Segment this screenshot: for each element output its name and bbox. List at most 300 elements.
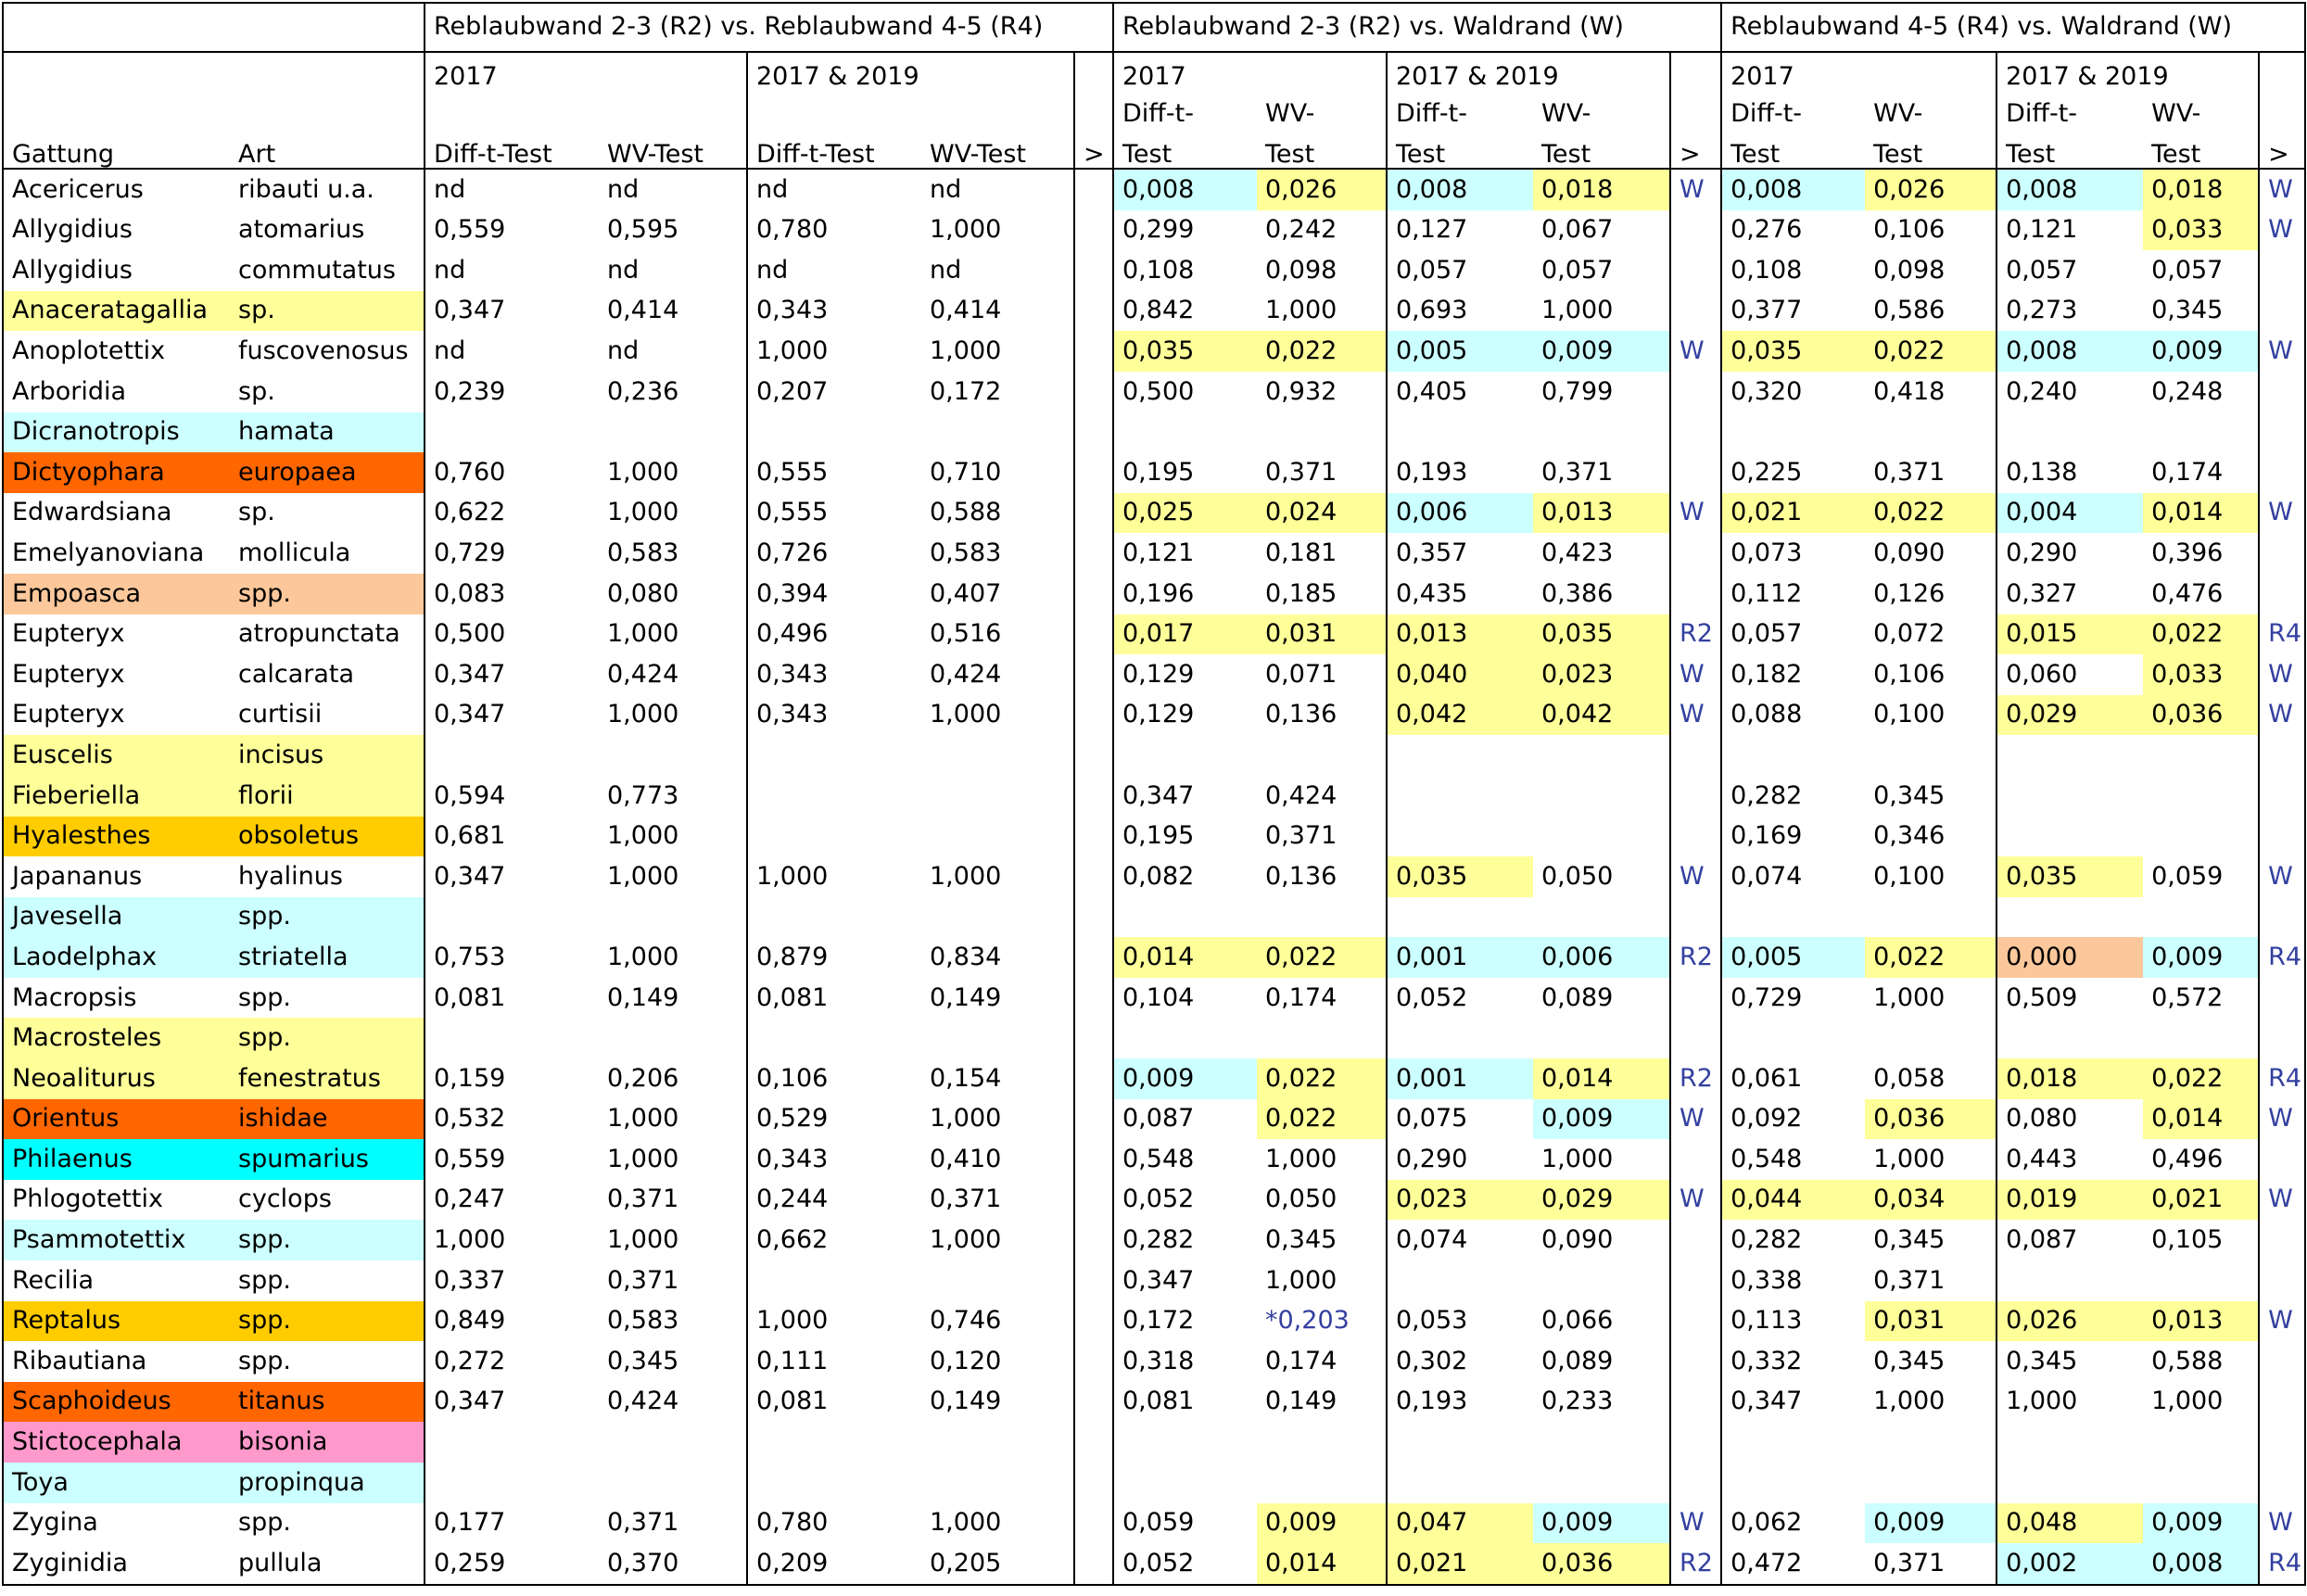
pvalue-r2w-2017-wv: 0,022 xyxy=(1257,331,1387,372)
table-row xyxy=(3,331,2305,372)
pvalue-r2r4-2017-wv: 1,000 xyxy=(599,493,747,534)
compare-r4w xyxy=(2259,533,2305,574)
pvalue-r2w-1719-diff xyxy=(1387,1260,1533,1301)
pvalue-r2r4-2017-wv: 1,000 xyxy=(599,937,747,978)
pvalue-r2w-2017-wv: 0,242 xyxy=(1257,210,1387,251)
pvalue-r2r4-1719-wv xyxy=(921,817,1074,857)
pvalue-r4w-2017-wv: 0,058 xyxy=(1865,1058,1996,1099)
year-2017-2019: 2017 & 2019 xyxy=(1387,52,1533,90)
pvalue-r2w-2017-wv xyxy=(1257,1018,1387,1058)
pvalue-r2w-2017-diff: 0,121 xyxy=(1122,538,1195,567)
pvalue-r4w-2017-wv: 0,022 xyxy=(1865,331,1996,372)
column-header-greater: > xyxy=(2259,127,2305,169)
pvalue-r2r4-1719-diff: nd xyxy=(756,255,789,285)
pvalue-r2r4-2017-diff: 0,559 xyxy=(434,215,506,245)
genus-cell: Hyalesthes xyxy=(3,817,230,857)
species-cell: spumarius xyxy=(230,1139,425,1180)
compare-r2r4 xyxy=(1074,1341,1113,1382)
pvalue-r4w-1719-diff xyxy=(1996,776,2143,817)
pvalue-r4w-2017-wv: 0,371 xyxy=(1865,452,1996,493)
pvalue-r4w-2017-wv xyxy=(1865,1018,1996,1058)
compare-r4w: W xyxy=(2259,856,2305,897)
genus-cell: Eupteryx xyxy=(3,654,230,695)
pvalue-r2r4-1719-wv: 0,371 xyxy=(921,1180,1074,1221)
pvalue-r2r4-1719-diff xyxy=(747,412,921,453)
genus-cell: Toya xyxy=(3,1463,230,1503)
pvalue-r2w-2017-wv: 0,174 xyxy=(1257,1341,1387,1382)
compare-r2w xyxy=(1670,1341,1721,1382)
pvalue-r2w-2017-diff: 0,500 xyxy=(1122,376,1195,406)
pvalue-r4w-2017-wv: 0,106 xyxy=(1865,210,1996,251)
group-header-r2-r4: Reblaubwand 2-3 (R2) vs. Reblaubwand 4-5 (R4) xyxy=(425,3,1113,52)
pvalue-r4w-2017-wv: 0,036 xyxy=(1865,1099,1996,1140)
pvalue-r4w-2017-wv xyxy=(1865,1463,1996,1503)
pvalue-r2r4-2017-diff: 0,559 xyxy=(434,1144,506,1173)
genus-cell: Scaphoideus xyxy=(3,1382,230,1423)
pvalue-r2w-1719-diff: 0,035 xyxy=(1387,856,1533,897)
pvalue-r2w-2017-diff: 0,548 xyxy=(1122,1144,1195,1173)
table-row xyxy=(3,856,2305,897)
pvalue-r2r4-2017-diff: 0,347 xyxy=(434,861,506,891)
compare-r2r4 xyxy=(1074,897,1113,938)
pvalue-r2r4-1719-diff: 0,496 xyxy=(756,619,829,649)
pvalue-r2r4-2017-wv: nd xyxy=(599,250,747,291)
pvalue-r2r4-1719-wv: 1,000 xyxy=(921,1099,1074,1140)
corner-cell xyxy=(230,3,425,52)
pvalue-r2w-1719-diff: 0,290 xyxy=(1396,1144,1468,1173)
compare-r2w xyxy=(1670,1260,1721,1301)
compare-r2w xyxy=(1670,412,1721,453)
compare-r4w xyxy=(2259,1422,2305,1463)
species-cell: fuscovenosus xyxy=(230,331,425,372)
pvalue-r2r4-2017-diff xyxy=(425,1422,599,1463)
pvalue-r2w-1719-diff: 0,040 xyxy=(1387,654,1533,695)
pvalue-r2w-1719-diff xyxy=(1387,1463,1533,1503)
pvalue-r2r4-1719-diff: 0,343 xyxy=(756,700,829,729)
species-cell: florii xyxy=(230,776,425,817)
pvalue-r2w-1719-wv: 0,371 xyxy=(1533,452,1670,493)
pvalue-r4w-2017-diff: 0,008 xyxy=(1721,169,1865,210)
pvalue-r2w-1719-wv xyxy=(1533,897,1670,938)
pvalue-r2w-1719-wv: 0,233 xyxy=(1533,1382,1670,1423)
pvalue-r2w-2017-wv: 0,345 xyxy=(1257,1220,1387,1260)
table-row xyxy=(3,978,2305,1019)
compare-r4w xyxy=(2259,1463,2305,1503)
compare-r2r4 xyxy=(1074,1099,1113,1140)
pvalue-r4w-1719-diff: 0,138 xyxy=(2006,457,2078,487)
year-2017: 2017 xyxy=(1721,52,1865,90)
pvalue-r2r4-1719-diff: 0,879 xyxy=(756,942,829,971)
compare-r4w: W xyxy=(2259,1301,2305,1342)
year-2017-2019: 2017 & 2019 xyxy=(1996,52,2143,90)
pvalue-r4w-1719-diff xyxy=(1996,1260,2143,1301)
pvalue-r2w-1719-diff: 0,047 xyxy=(1387,1503,1533,1544)
test-label-wv: WV- xyxy=(2143,90,2259,127)
pvalue-r2r4-2017-diff: 0,083 xyxy=(434,578,506,608)
table-row xyxy=(3,1260,2305,1301)
pvalue-r2w-2017-diff: 0,172 xyxy=(1122,1306,1195,1336)
pvalue-r2r4-1719-wv xyxy=(921,1260,1074,1301)
species-cell: spp. xyxy=(230,897,425,938)
pvalue-r2w-1719-diff: 0,074 xyxy=(1396,1225,1468,1255)
species-cell: bisonia xyxy=(230,1422,425,1463)
pvalue-r2w-2017-diff: 0,017 xyxy=(1113,614,1257,655)
pvalue-r2w-2017-diff: 0,025 xyxy=(1113,493,1257,534)
column-header-species: Art xyxy=(230,127,425,169)
pvalue-r4w-2017-wv: 0,346 xyxy=(1865,817,1996,857)
pvalue-r2w-1719-wv xyxy=(1533,412,1670,453)
pvalue-r4w-1719-diff: 1,000 xyxy=(2006,1387,2078,1416)
pvalue-r4w-1719-diff: 0,000 xyxy=(1996,937,2143,978)
table-row xyxy=(3,1301,2305,1342)
table-row xyxy=(3,614,2305,655)
pvalue-r4w-1719-wv: 0,036 xyxy=(2143,695,2259,736)
pvalue-r2w-2017-diff: 0,087 xyxy=(1122,1104,1195,1134)
pvalue-r2w-1719-diff xyxy=(1387,412,1533,453)
compare-r2w xyxy=(1670,897,1721,938)
pvalue-r2r4-2017-wv: 1,000 xyxy=(599,614,747,655)
pvalue-r4w-1719-wv: 0,476 xyxy=(2143,574,2259,614)
pvalue-r2w-2017-wv: 0,022 xyxy=(1257,937,1387,978)
compare-r4w: R4 xyxy=(2259,937,2305,978)
test-label-diff: Diff-t- xyxy=(1730,98,1803,128)
pvalue-r4w-1719-wv xyxy=(2143,1018,2259,1058)
table-row xyxy=(3,412,2305,453)
compare-r4w xyxy=(2259,897,2305,938)
pvalue-r2r4-2017-wv: 0,206 xyxy=(599,1058,747,1099)
pvalue-r2r4-1719-diff xyxy=(747,1463,921,1503)
pvalue-r2w-1719-wv: 0,090 xyxy=(1533,1220,1670,1260)
pvalue-r2r4-1719-diff: 0,244 xyxy=(756,1184,829,1214)
table-row xyxy=(3,1463,2305,1503)
compare-r2w xyxy=(1670,372,1721,412)
genus-cell: Zyginidia xyxy=(3,1543,230,1585)
species-cell: spp. xyxy=(230,574,425,614)
compare-r2r4 xyxy=(1074,372,1113,412)
compare-r4w xyxy=(2259,452,2305,493)
species-cell: europaea xyxy=(230,452,425,493)
pvalue-r4w-2017-wv: 1,000 xyxy=(1865,1382,1996,1423)
table-row xyxy=(3,1180,2305,1221)
pvalue-r2w-1719-wv: 0,009 xyxy=(1533,1503,1670,1544)
genus-cell: Eupteryx xyxy=(3,695,230,736)
pvalue-r2r4-1719-diff: 1,000 xyxy=(756,336,829,365)
pvalue-r2w-2017-wv: 0,136 xyxy=(1257,856,1387,897)
column-header-wv-test: WV-Test xyxy=(921,127,1074,169)
column-header-diff-t-test: Diff-t-Test xyxy=(425,127,599,169)
table-row xyxy=(3,897,2305,938)
pvalue-r2r4-1719-diff xyxy=(747,1422,921,1463)
pvalue-r4w-1719-wv xyxy=(2143,1463,2259,1503)
pvalue-r2r4-1719-wv: nd xyxy=(921,250,1074,291)
pvalue-r2w-1719-diff: 0,075 xyxy=(1396,1104,1468,1134)
pvalue-r2r4-1719-diff: 0,106 xyxy=(756,1063,829,1093)
pvalue-r2w-1719-wv xyxy=(1533,817,1670,857)
pvalue-r2r4-1719-diff xyxy=(747,897,921,938)
pvalue-r2w-2017-diff: 0,014 xyxy=(1113,937,1257,978)
pvalue-r2r4-1719-wv xyxy=(921,735,1074,776)
pvalue-r2r4-2017-diff: 0,729 xyxy=(434,538,506,567)
pvalue-r2r4-1719-wv: 0,407 xyxy=(921,574,1074,614)
pvalue-r4w-2017-wv: 0,022 xyxy=(1865,493,1996,534)
pvalue-r2r4-1719-diff: 1,000 xyxy=(756,1306,829,1336)
pvalue-r2r4-1719-diff: 0,726 xyxy=(756,538,829,567)
pvalue-r2r4-2017-diff: nd xyxy=(434,255,466,285)
pvalue-r2w-1719-diff: 0,193 xyxy=(1396,457,1468,487)
pvalue-r4w-2017-wv: 0,126 xyxy=(1865,574,1996,614)
pvalue-r4w-1719-diff: 0,345 xyxy=(2006,1346,2078,1375)
pvalue-r2r4-2017-diff: 0,622 xyxy=(434,498,506,527)
pvalue-r2w-2017-diff: 0,009 xyxy=(1113,1058,1257,1099)
pvalue-r2r4-1719-wv: 1,000 xyxy=(921,331,1074,372)
table-row xyxy=(3,1058,2305,1099)
pvalue-r4w-1719-diff xyxy=(1996,1422,2143,1463)
pvalue-r4w-1719-diff: 0,327 xyxy=(2006,578,2078,608)
genus-cell: Macrosteles xyxy=(3,1018,230,1058)
compare-r4w xyxy=(2259,1139,2305,1180)
genus-cell: Macropsis xyxy=(3,978,230,1019)
pvalue-r4w-2017-wv: 1,000 xyxy=(1865,1139,1996,1180)
compare-r4w xyxy=(2259,1018,2305,1058)
compare-r2w xyxy=(1670,978,1721,1019)
pvalue-r4w-1719-diff xyxy=(1996,897,2143,938)
pvalue-r2w-1719-wv: 0,014 xyxy=(1533,1058,1670,1099)
species-cell: incisus xyxy=(230,735,425,776)
pvalue-r2w-2017-wv: 0,174 xyxy=(1257,978,1387,1019)
pvalue-r2w-2017-wv xyxy=(1257,1463,1387,1503)
compare-r2w xyxy=(1670,1463,1721,1503)
pvalue-r2r4-2017-diff: 1,000 xyxy=(434,1225,506,1255)
species-cell: spp. xyxy=(230,1503,425,1544)
pvalue-r2r4-2017-wv: 1,000 xyxy=(599,1099,747,1140)
compare-r2w xyxy=(1670,817,1721,857)
compare-r4w xyxy=(2259,574,2305,614)
column-header-diff-t-test: Diff-t-Test xyxy=(747,127,921,169)
pvalue-r4w-1719-wv: 0,248 xyxy=(2143,372,2259,412)
species-cell: sp. xyxy=(230,291,425,332)
pvalue-r2w-1719-wv: 0,009 xyxy=(1533,331,1670,372)
pvalue-r2r4-1719-diff xyxy=(747,735,921,776)
pvalue-r4w-2017-diff: 0,169 xyxy=(1730,821,1803,851)
table-row xyxy=(3,776,2305,817)
pvalue-r4w-1719-wv: 0,057 xyxy=(2143,250,2259,291)
pvalue-r2w-2017-wv: 0,026 xyxy=(1257,169,1387,210)
test-label-diff: Diff-t- xyxy=(2006,98,2078,128)
table-row xyxy=(3,1382,2305,1423)
pvalue-r2r4-1719-diff: 0,343 xyxy=(756,1144,829,1173)
pvalue-r2w-1719-diff: 0,053 xyxy=(1396,1306,1468,1336)
species-cell: hyalinus xyxy=(230,856,425,897)
pvalue-r2r4-2017-diff xyxy=(425,412,599,453)
pvalue-r4w-1719-wv: 0,021 xyxy=(2143,1180,2259,1221)
pvalue-r2r4-1719-wv: 0,710 xyxy=(921,452,1074,493)
genus-cell: Stictocephala xyxy=(3,1422,230,1463)
pvalue-r2w-2017-diff: 0,035 xyxy=(1113,331,1257,372)
pvalue-r4w-1719-diff xyxy=(1996,1463,2143,1503)
pvalue-r2w-1719-wv xyxy=(1533,1260,1670,1301)
pvalue-r4w-1719-wv xyxy=(2143,1260,2259,1301)
compare-r2r4 xyxy=(1074,169,1113,210)
pvalue-r4w-1719-wv: 0,018 xyxy=(2143,169,2259,210)
pvalue-r2w-1719-diff: 0,435 xyxy=(1396,578,1468,608)
pvalue-r2r4-1719-wv xyxy=(921,776,1074,817)
species-cell: obsoletus xyxy=(230,817,425,857)
pvalue-r2r4-1719-diff: 0,343 xyxy=(756,659,829,689)
pvalue-r4w-2017-diff: 0,092 xyxy=(1730,1104,1803,1134)
pvalue-r2w-1719-diff: 0,405 xyxy=(1396,376,1468,406)
pvalue-r2w-2017-wv: 0,185 xyxy=(1257,574,1387,614)
pvalue-r4w-2017-wv: 0,418 xyxy=(1865,372,1996,412)
pvalue-r4w-2017-diff: 0,005 xyxy=(1721,937,1865,978)
pvalue-r2r4-1719-wv: 0,410 xyxy=(921,1139,1074,1180)
pvalue-r2w-2017-wv: 0,098 xyxy=(1257,250,1387,291)
pvalue-r4w-1719-wv: 0,014 xyxy=(2143,493,2259,534)
pvalue-r2r4-2017-wv: 1,000 xyxy=(599,1220,747,1260)
pvalue-r2w-1719-wv xyxy=(1533,1422,1670,1463)
compare-r4w: W xyxy=(2259,169,2305,210)
pvalue-r2r4-1719-wv: 1,000 xyxy=(921,695,1074,736)
genus-cell: Dicranotropis xyxy=(3,412,230,453)
genus-cell: Anoplotettix xyxy=(3,331,230,372)
compare-r2r4 xyxy=(1074,1463,1113,1503)
pvalue-r2r4-2017-wv: 0,370 xyxy=(599,1543,747,1585)
pvalue-r4w-1719-diff: 0,290 xyxy=(2006,538,2078,567)
compare-r2w: W xyxy=(1670,331,1721,372)
compare-r2w: W xyxy=(1670,1180,1721,1221)
pvalue-r2r4-1719-diff: 1,000 xyxy=(756,861,829,891)
compare-r2w xyxy=(1670,735,1721,776)
species-cell: mollicula xyxy=(230,533,425,574)
pvalue-r2w-2017-wv: 0,932 xyxy=(1257,372,1387,412)
table-row xyxy=(3,1018,2305,1058)
pvalue-r4w-2017-diff: 0,182 xyxy=(1730,659,1803,689)
pvalue-r2r4-2017-diff: 0,259 xyxy=(425,1543,599,1585)
compare-r2r4 xyxy=(1074,695,1113,736)
genus-cell: Orientus xyxy=(3,1099,230,1140)
pvalue-r4w-1719-wv: 0,396 xyxy=(2143,533,2259,574)
pvalue-r2r4-2017-diff xyxy=(425,735,599,776)
compare-r2r4 xyxy=(1074,1260,1113,1301)
pvalue-r4w-2017-wv: 0,345 xyxy=(1865,1341,1996,1382)
species-cell: commutatus xyxy=(230,250,425,291)
compare-r4w xyxy=(2259,1260,2305,1301)
column-header-genus: Gattung xyxy=(3,127,230,169)
pvalue-r4w-2017-wv xyxy=(1865,412,1996,453)
pvalue-r4w-2017-diff: 0,057 xyxy=(1730,619,1803,649)
pvalue-r4w-2017-wv xyxy=(1865,1422,1996,1463)
compare-r4w xyxy=(2259,291,2305,332)
compare-r4w xyxy=(2259,978,2305,1019)
column-header-test: Test xyxy=(1113,127,1257,169)
compare-r4w xyxy=(2259,412,2305,453)
pvalue-r2r4-2017-diff: 0,081 xyxy=(434,982,506,1012)
pvalue-r2r4-1719-wv: 0,172 xyxy=(921,372,1074,412)
pvalue-r2r4-2017-wv: 0,773 xyxy=(599,776,747,817)
pvalue-r2w-1719-diff: 0,001 xyxy=(1387,1058,1533,1099)
pvalue-r4w-2017-wv: 0,345 xyxy=(1865,1220,1996,1260)
pvalue-r2r4-2017-diff: 0,500 xyxy=(434,619,506,649)
species-cell: curtisii xyxy=(230,695,425,736)
compare-r2w xyxy=(1670,1139,1721,1180)
pvalue-r2r4-2017-diff: 0,753 xyxy=(434,942,506,971)
compare-r4w xyxy=(2259,776,2305,817)
compare-r2w: W xyxy=(1670,695,1721,736)
pvalue-r2w-2017-wv xyxy=(1257,412,1387,453)
pvalue-r2w-2017-diff: 0,195 xyxy=(1122,821,1195,851)
pvalue-r2r4-2017-wv xyxy=(599,735,747,776)
pvalue-r2r4-1719-wv: 0,516 xyxy=(921,614,1074,655)
pvalue-r2r4-1719-diff: 0,207 xyxy=(756,376,829,406)
species-cell: calcarata xyxy=(230,654,425,695)
table-row xyxy=(3,372,2305,412)
compare-r2r4 xyxy=(1074,735,1113,776)
pvalue-r4w-2017-wv: 0,371 xyxy=(1865,1260,1996,1301)
pvalue-r2w-1719-diff: 0,057 xyxy=(1396,255,1468,285)
genus-cell: Emelyanoviana xyxy=(3,533,230,574)
pvalue-r2w-2017-wv: 1,000 xyxy=(1257,1139,1387,1180)
corner-cell xyxy=(3,3,230,52)
pvalue-r2w-1719-diff: 0,023 xyxy=(1387,1180,1533,1221)
pvalue-r2w-1719-diff: 0,042 xyxy=(1387,695,1533,736)
compare-r2w: W xyxy=(1670,856,1721,897)
column-header-test: Test xyxy=(1387,127,1533,169)
test-label-wv: WV- xyxy=(1865,90,1996,127)
pvalue-r2w-2017-diff xyxy=(1113,735,1257,776)
pvalue-r4w-1719-diff: 0,004 xyxy=(1996,493,2143,534)
pvalue-r2w-2017-diff: 0,052 xyxy=(1122,1184,1195,1214)
pvalue-r2r4-2017-wv xyxy=(599,1018,747,1058)
compare-r2r4 xyxy=(1074,412,1113,453)
pvalue-r4w-1719-wv: 0,033 xyxy=(2143,654,2259,695)
pvalue-r2r4-1719-diff: 0,081 xyxy=(756,1387,829,1416)
pvalue-r2r4-2017-diff: 0,272 xyxy=(434,1346,506,1375)
pvalue-r2w-2017-wv xyxy=(1257,735,1387,776)
pvalue-r2w-1719-diff: 0,052 xyxy=(1396,982,1468,1012)
pvalue-r4w-2017-diff: 0,377 xyxy=(1730,296,1803,325)
compare-r2r4 xyxy=(1074,1220,1113,1260)
pvalue-r4w-1719-diff: 0,121 xyxy=(2006,215,2078,245)
pvalue-r2r4-2017-wv: 0,371 xyxy=(599,1503,747,1544)
pvalue-r2w-1719-diff xyxy=(1387,735,1533,776)
pvalue-r2w-1719-diff xyxy=(1387,776,1533,817)
compare-r2w: R2 xyxy=(1670,1543,1721,1585)
pvalue-r4w-1719-wv: 0,588 xyxy=(2143,1341,2259,1382)
genus-cell: Reptalus xyxy=(3,1301,230,1342)
pvalue-r4w-2017-diff: 0,112 xyxy=(1730,578,1803,608)
compare-r2w xyxy=(1670,776,1721,817)
pvalue-r2w-2017-diff: 0,318 xyxy=(1122,1346,1195,1375)
pvalue-r4w-2017-diff: 0,338 xyxy=(1730,1265,1803,1295)
table-row xyxy=(3,493,2305,534)
species-cell: spp. xyxy=(230,978,425,1019)
pvalue-r2w-1719-wv: 0,009 xyxy=(1533,1099,1670,1140)
pvalue-r2r4-1719-wv: 0,149 xyxy=(921,1382,1074,1423)
compare-r4w: W xyxy=(2259,654,2305,695)
compare-r4w: W xyxy=(2259,695,2305,736)
pvalue-r2r4-1719-wv: nd xyxy=(921,169,1074,210)
pvalue-r2w-1719-wv: 0,799 xyxy=(1533,372,1670,412)
pvalue-r4w-1719-wv: 0,033 xyxy=(2143,210,2259,251)
results-table xyxy=(2,2,2306,1586)
species-cell: fenestratus xyxy=(230,1058,425,1099)
genus-cell: Dictyophara xyxy=(3,452,230,493)
group-header-r2-w: Reblaubwand 2-3 (R2) vs. Waldrand (W) xyxy=(1113,3,1721,52)
pvalue-r4w-1719-wv: 0,014 xyxy=(2143,1099,2259,1140)
pvalue-r2r4-1719-wv: 0,205 xyxy=(921,1543,1074,1585)
pvalue-r2w-2017-diff: 0,842 xyxy=(1122,296,1195,325)
pvalue-r2r4-1719-wv: 0,834 xyxy=(921,937,1074,978)
pvalue-r2r4-2017-wv: 0,149 xyxy=(599,978,747,1019)
